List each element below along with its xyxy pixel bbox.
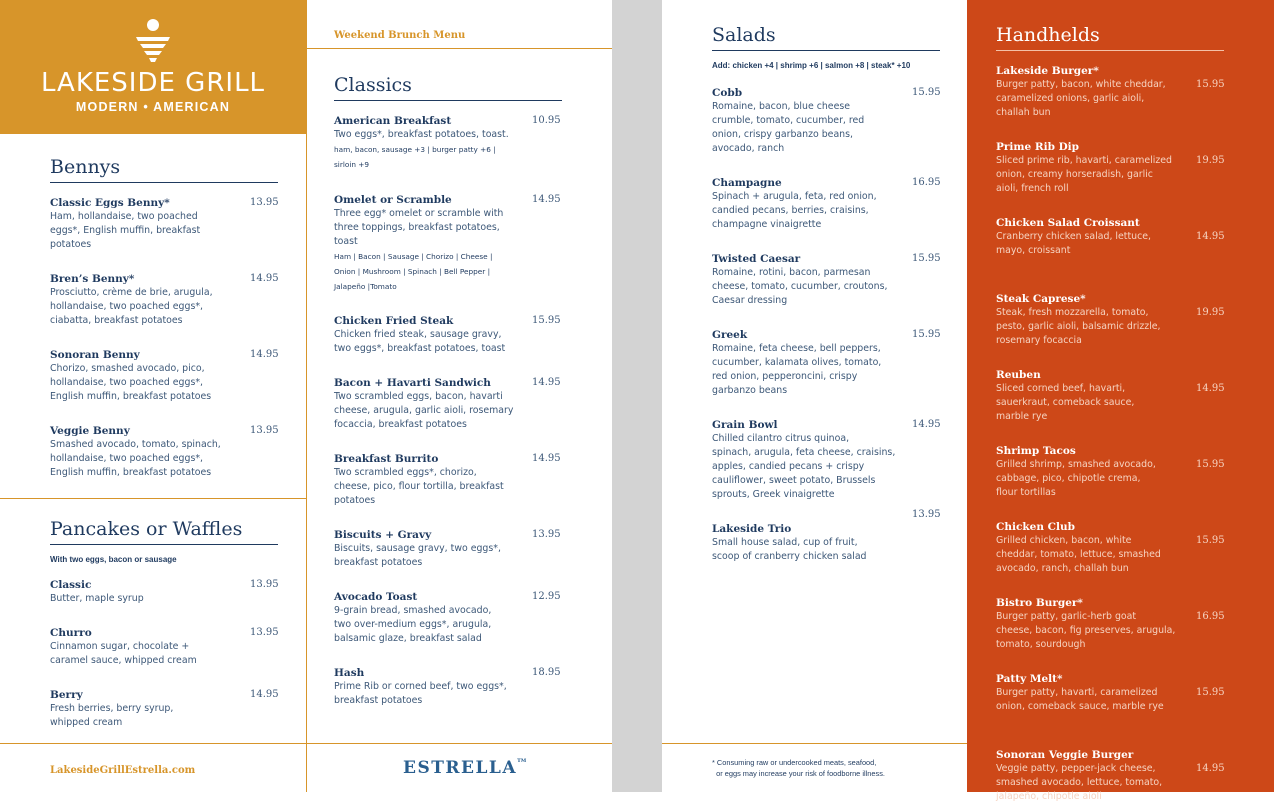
- item-name: Steak Caprese*: [996, 293, 1086, 305]
- disclaimer-line: * Consuming raw or undercooked meats, seafood,: [712, 758, 877, 767]
- page-gutter: [612, 0, 662, 792]
- item-price: 14.95: [250, 349, 279, 360]
- menu-item: [50, 424, 245, 480]
- item-description: whipped cream: [50, 717, 123, 728]
- item-name: Bistro Burger*: [996, 597, 1083, 609]
- menu-item: [334, 590, 524, 646]
- menu-item: [996, 292, 1191, 348]
- item-addons: ham, bacon, sausage +3 | burger patty +6 |: [334, 145, 496, 154]
- item-description: spinach, arugula, feta cheese, craisins,: [712, 447, 896, 458]
- item-description: caramelized onions, garlic aioli,: [996, 93, 1145, 104]
- item-description: potatoes: [334, 495, 376, 506]
- menu-item: [712, 86, 902, 156]
- item-name: Breakfast Burrito: [334, 453, 439, 465]
- item-description: champagne vinaigrette: [712, 219, 822, 230]
- item-description: sprouts, Greek vinaigrette: [712, 489, 835, 500]
- item-description: Cinnamon sugar, chocolate +: [50, 641, 190, 652]
- menu-item: [334, 666, 524, 708]
- header-rule: [306, 48, 612, 49]
- item-description: cheese, tomato, cucumber, croutons,: [712, 281, 888, 292]
- menu-item: [996, 216, 1191, 258]
- item-description: Smashed avocado, tomato, spinach,: [50, 439, 221, 450]
- item-description: Sliced prime rib, havarti, caramelized: [996, 155, 1172, 166]
- menu-item: [712, 522, 902, 564]
- item-description: Three egg* omelet or scramble with: [334, 208, 504, 219]
- menu-item: [334, 314, 524, 356]
- item-description: marble rye: [996, 411, 1048, 422]
- item-price: 15.95: [1196, 79, 1225, 90]
- item-name: American Breakfast: [334, 115, 452, 127]
- menu-item: [996, 140, 1191, 196]
- item-name: Shrimp Tacos: [996, 445, 1076, 457]
- item-description: cauliflower, sweet potato, Brussels: [712, 475, 876, 486]
- item-name: Classic Eggs Benny*: [50, 197, 170, 209]
- item-price: 13.95: [250, 627, 279, 638]
- item-price: 14.95: [532, 453, 561, 464]
- item-name: Patty Melt*: [996, 673, 1063, 685]
- item-price: 13.95: [250, 197, 279, 208]
- menu-item: [334, 376, 524, 432]
- bennys-title: Bennys: [50, 156, 121, 178]
- item-price: 12.95: [532, 591, 561, 602]
- column-divider: [306, 0, 307, 792]
- item-name: Prime Rib Dip: [996, 141, 1080, 153]
- item-name: Berry: [50, 689, 83, 701]
- item-price: 15.95: [1196, 535, 1225, 546]
- item-description: eggs*, English muffin, breakfast: [50, 225, 201, 236]
- item-name: Twisted Caesar: [712, 253, 801, 265]
- menu-item: [996, 520, 1191, 576]
- item-price: 13.95: [250, 579, 279, 590]
- item-description: sauerkraut, comeback sauce,: [996, 397, 1135, 408]
- item-price: 14.95: [912, 419, 941, 430]
- disclaimer: [712, 757, 952, 779]
- item-description: focaccia, breakfast potatoes: [334, 419, 467, 430]
- item-name: Omelet or Scramble: [334, 194, 452, 206]
- item-name: Hash: [334, 667, 365, 679]
- item-price: 16.95: [1196, 611, 1225, 622]
- item-description: Grilled chicken, bacon, white: [996, 535, 1132, 546]
- item-name: Lakeside Trio: [712, 523, 792, 535]
- item-description: Sliced corned beef, havarti,: [996, 383, 1126, 394]
- item-price: 15.95: [1196, 459, 1225, 470]
- item-description: balsamic glaze, breakfast salad: [334, 633, 482, 644]
- item-description: hollandaise, two poached eggs*,: [50, 377, 203, 388]
- item-name: Greek: [712, 329, 748, 341]
- item-description: hollandaise, two poached eggs*,: [50, 453, 203, 464]
- item-price: 15.95: [912, 87, 941, 98]
- trademark-mark: TM: [517, 758, 527, 764]
- item-name: Champagne: [712, 177, 782, 189]
- item-price: 18.95: [532, 667, 561, 678]
- item-description: Ham, hollandaise, two poached: [50, 211, 198, 222]
- item-addons: Jalapeño |Tomato: [334, 282, 397, 291]
- item-description: avocado, ranch, challah bun: [996, 563, 1129, 574]
- salads-rule: [712, 50, 940, 51]
- item-description: cheese, bacon, fig preserves, arugula,: [996, 625, 1176, 636]
- item-price: 14.95: [250, 689, 279, 700]
- item-description: rosemary focaccia: [996, 335, 1082, 346]
- item-description: crumble, tomato, cucumber, red: [712, 115, 865, 126]
- item-name: Bren’s Benny*: [50, 273, 135, 285]
- item-description: hollandaise, two poached eggs*,: [50, 301, 203, 312]
- partner-logo: [403, 758, 526, 778]
- item-price: 19.95: [1196, 307, 1225, 318]
- menu-item: [996, 368, 1191, 424]
- salads-note: Add: chicken +4 | shrimp +6 | salmon +8 | steak* +10: [712, 61, 911, 70]
- item-price: 14.95: [1196, 231, 1225, 242]
- item-name: Churro: [50, 627, 92, 639]
- menu-item: [996, 596, 1191, 652]
- item-price: 13.95: [912, 509, 941, 520]
- brand-tagline: MODERN • AMERICAN: [75, 100, 231, 114]
- item-price: 14.95: [1196, 763, 1225, 774]
- pancakes-note: With two eggs, bacon or sausage: [50, 555, 177, 564]
- item-description: Prime Rib or corned beef, two eggs*,: [334, 681, 507, 692]
- menu-item: [334, 452, 524, 508]
- handhelds-rule: [996, 50, 1224, 51]
- item-name: Cobb: [712, 87, 743, 99]
- item-description: ciabatta, breakfast potatoes: [50, 315, 183, 326]
- item-name: Biscuits + Gravy: [334, 529, 432, 541]
- item-description: Romaine, rotini, bacon, parmesan: [712, 267, 871, 278]
- item-description: scoop of cranberry chicken salad: [712, 551, 867, 562]
- item-description: Prosciutto, crème de brie, arugula,: [50, 287, 213, 298]
- salads-title: Salads: [712, 24, 776, 46]
- section-divider: [0, 498, 306, 499]
- menu-item: [50, 196, 245, 252]
- partner-name: ESTRELLA: [403, 758, 518, 778]
- item-description: smashed avocado, lettuce, tomato,: [996, 777, 1163, 788]
- item-description: Small house salad, cup of fruit,: [712, 537, 858, 548]
- item-description: Two scrambled eggs*, chorizo,: [334, 467, 477, 478]
- item-description: avocado, ranch: [712, 143, 785, 154]
- item-description: Caesar dressing: [712, 295, 788, 306]
- item-price: 15.95: [532, 315, 561, 326]
- item-description: two eggs*, breakfast potatoes, toast: [334, 343, 506, 354]
- item-price: 14.95: [532, 194, 561, 205]
- item-description: potatoes: [50, 239, 92, 250]
- item-name: Bacon + Havarti Sandwich: [334, 377, 491, 389]
- menu-item: [334, 528, 524, 570]
- item-description: tomato, sourdough: [996, 639, 1086, 650]
- item-description: breakfast potatoes: [334, 557, 423, 568]
- menu-item: [712, 176, 902, 232]
- item-description: cheddar, tomato, lettuce, smashed: [996, 549, 1161, 560]
- item-description: three toppings, breakfast potatoes,: [334, 222, 500, 233]
- item-description: Steak, fresh mozzarella, tomato,: [996, 307, 1149, 318]
- item-description: garbanzo beans: [712, 385, 788, 396]
- item-name: Lakeside Burger*: [996, 65, 1099, 77]
- item-description: Grilled shrimp, smashed avocado,: [996, 459, 1156, 470]
- item-description: flour tortillas: [996, 487, 1056, 498]
- menu-item: [50, 626, 245, 668]
- item-name: Chicken Salad Croissant: [996, 217, 1140, 229]
- item-description: Two scrambled eggs, bacon, havarti: [334, 391, 503, 402]
- item-name: Sonoran Benny: [50, 349, 140, 361]
- item-description: Veggie patty, pepper-jack cheese,: [996, 763, 1156, 774]
- item-description: Spinach + arugula, feta, red onion,: [712, 191, 877, 202]
- pancakes-rule: [50, 544, 278, 545]
- disclaimer-line: or eggs may increase your risk of foodborne illness.: [712, 769, 885, 778]
- menu-item: [996, 748, 1191, 804]
- item-description: Chorizo, smashed avocado, pico,: [50, 363, 205, 374]
- item-price: 19.95: [1196, 155, 1225, 166]
- item-description: two over-medium eggs*, arugula,: [334, 619, 492, 630]
- classics-title: Classics: [334, 74, 412, 96]
- item-description: caramel sauce, whipped cream: [50, 655, 197, 666]
- item-description: 9-grain bread, smashed avocado,: [334, 605, 492, 616]
- item-description: apples, candied pecans + crispy: [712, 461, 865, 472]
- item-price: 15.95: [912, 253, 941, 264]
- menu-item: [712, 328, 902, 398]
- item-price: 13.95: [250, 425, 279, 436]
- item-description: Two eggs*, breakfast potatoes, toast.: [334, 129, 509, 140]
- item-price: 16.95: [912, 177, 941, 188]
- menu-item: [712, 418, 902, 502]
- item-description: onion, creamy horseradish, garlic: [996, 169, 1153, 180]
- item-price: 15.95: [1196, 687, 1225, 698]
- item-name: Sonoran Veggie Burger: [996, 749, 1134, 761]
- item-description: English muffin, breakfast potatoes: [50, 467, 212, 478]
- item-description: pesto, garlic aioli, balsamic drizzle,: [996, 321, 1161, 332]
- menu-item: [996, 672, 1191, 714]
- item-name: Classic: [50, 579, 92, 591]
- item-description: Fresh berries, berry syrup,: [50, 703, 174, 714]
- item-description: jalapeño, chipotle aioli: [996, 791, 1102, 802]
- handhelds-title: Handhelds: [996, 24, 1100, 46]
- footer-rule-right: [662, 743, 967, 744]
- item-description: candied pecans, berries, craisins,: [712, 205, 869, 216]
- footer-rule: [0, 743, 612, 744]
- item-price: 14.95: [1196, 383, 1225, 394]
- item-price: 14.95: [250, 273, 279, 284]
- item-price: 14.95: [532, 377, 561, 388]
- menu-item: [50, 578, 245, 606]
- website-link[interactable]: LakesideGrillEstrella.com: [50, 765, 196, 776]
- item-description: Romaine, feta cheese, bell peppers,: [712, 343, 881, 354]
- menu-item: [996, 444, 1191, 500]
- item-description: cheese, arugula, garlic aioli, rosemary: [334, 405, 514, 416]
- classics-rule: [334, 100, 562, 101]
- item-description: mayo, croissant: [996, 245, 1071, 256]
- brand-name: LAKESIDE GRILL: [40, 68, 266, 98]
- item-description: toast: [334, 236, 358, 247]
- item-description: English muffin, breakfast potatoes: [50, 391, 212, 402]
- item-description: Butter, maple syrup: [50, 593, 144, 604]
- item-name: Grain Bowl: [712, 419, 778, 431]
- item-name: Chicken Fried Steak: [334, 315, 454, 327]
- item-description: Cranberry chicken salad, lettuce,: [996, 231, 1151, 242]
- menu-item: [334, 114, 524, 172]
- item-description: onion, comeback sauce, marble rye: [996, 701, 1164, 712]
- item-description: Chicken fried steak, sausage gravy,: [334, 329, 502, 340]
- item-name: Reuben: [996, 369, 1041, 381]
- menu-item: [50, 688, 245, 730]
- item-description: Biscuits, sausage gravy, two eggs*,: [334, 543, 501, 554]
- item-description: red onion, pepperoncini, crispy: [712, 371, 858, 382]
- item-description: Burger patty, havarti, caramelized: [996, 687, 1158, 698]
- menu-item: [50, 272, 245, 328]
- item-description: challah bun: [996, 107, 1051, 118]
- item-addons: Onion | Mushroom | Spinach | Bell Pepper |: [334, 267, 491, 276]
- menu-item: [712, 252, 902, 308]
- menu-item: [334, 193, 524, 294]
- item-price: 10.95: [532, 115, 561, 126]
- item-description: breakfast potatoes: [334, 695, 423, 706]
- item-name: Veggie Benny: [50, 425, 130, 437]
- menu-item: [50, 348, 245, 404]
- menu-item: [996, 64, 1191, 120]
- item-price: 13.95: [532, 529, 561, 540]
- item-description: onion, crispy garbanzo beans,: [712, 129, 853, 140]
- item-name: Avocado Toast: [334, 591, 418, 603]
- item-description: Romaine, bacon, blue cheese: [712, 101, 850, 112]
- item-description: Burger patty, bacon, white cheddar,: [996, 79, 1166, 90]
- item-description: Burger patty, garlic-herb goat: [996, 611, 1137, 622]
- item-description: cucumber, kalamata olives, tomato,: [712, 357, 882, 368]
- logo-icon: [128, 18, 178, 64]
- item-description: aioli, french roll: [996, 183, 1069, 194]
- item-description: cabbage, pico, chipotle crema,: [996, 473, 1141, 484]
- item-addons: Ham | Bacon | Sausage | Chorizo | Cheese |: [334, 252, 493, 261]
- pancakes-title: Pancakes or Waffles: [50, 518, 243, 540]
- item-addons: sirloin +9: [334, 160, 370, 169]
- menu-title: Weekend Brunch Menu: [334, 30, 466, 41]
- item-description: Chilled cilantro citrus quinoa,: [712, 433, 850, 444]
- item-price: 15.95: [912, 329, 941, 340]
- item-description: cheese, pico, flour tortilla, breakfast: [334, 481, 504, 492]
- bennys-rule: [50, 182, 278, 183]
- item-name: Chicken Club: [996, 521, 1075, 533]
